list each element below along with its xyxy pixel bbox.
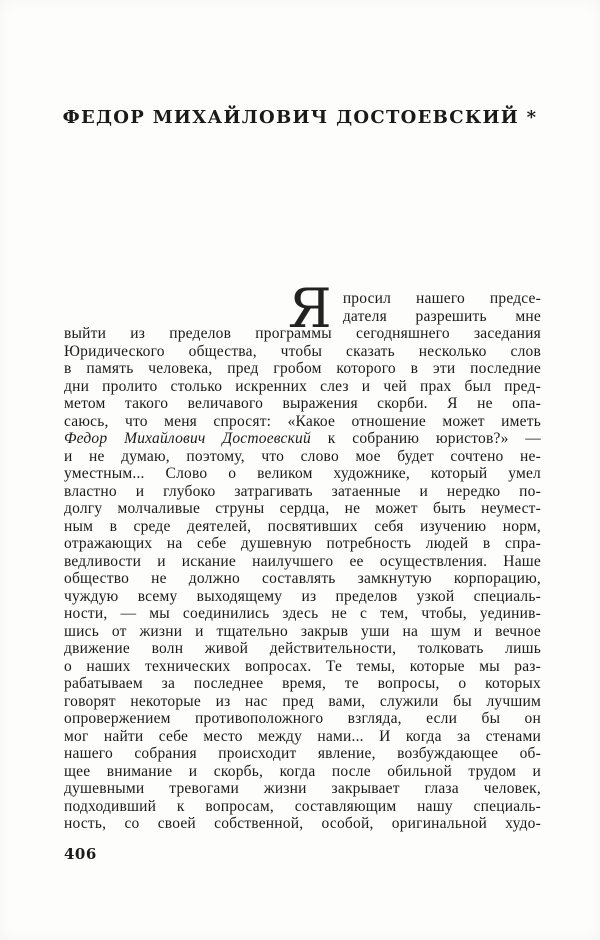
text-line: нашего собрания происходит явление, возбуждающее об- — [64, 745, 541, 762]
text-line: саюсь, что меня спросят: «Какое отношение может иметь — [64, 412, 541, 430]
text-line: опровержением противоположного взгляда, если бы он — [64, 710, 541, 727]
text-line: ведливости и искание наилучшего ее осуществления. Наше — [64, 552, 541, 570]
chapter-title: ФЕДОР МИХАЙЛОВИЧ ДОСТОЕВСКИЙ * — [62, 107, 538, 128]
page-number: 406 — [64, 845, 97, 863]
text-line: подходивший к вопросам, составляющим нашу специаль- — [64, 797, 541, 815]
text-span: к собранию юристов?» — — [310, 430, 542, 447]
text-line: чуждую всему выходящему из пределов узкой специаль- — [64, 587, 541, 605]
text-line: властно и глубоко затрагивать затаенные и нередко по- — [64, 482, 541, 500]
text-line: говорят некоторые из нас пред вами, служили бы лучшим — [64, 692, 541, 710]
opening-lines — [343, 290, 541, 325]
drop-cap-initial: Я — [288, 277, 332, 340]
body-text — [64, 277, 542, 833]
text-line: общество не должно составлять замкнутую корпорацию, — [64, 570, 541, 587]
text-line: метом такого величавого выражения скорби. Я не опа- — [64, 395, 541, 412]
text-line: отражающих на себе душевную потребность людей в спра- — [64, 535, 541, 552]
text-line: щее внимание и скорбь, когда после обильной трудом и — [64, 762, 541, 780]
text-line: ность, со своей собственной, особой, оригинальной худо- — [64, 815, 541, 832]
text-line: уместным... Слово о великом художнике, который умел — [64, 465, 541, 482]
text-line: дни пролито столько искренних слез и чей прах был пред- — [64, 377, 541, 395]
body-lines — [64, 325, 541, 833]
text-line: в память человека, пред гробом которого в эти последние — [64, 360, 541, 377]
text-line: рабатываем за последнее время, те вопросы, о которых — [64, 675, 541, 692]
text-line: душевными тревогами жизни закрывает глаза человек, — [64, 780, 541, 797]
text-line — [64, 430, 541, 448]
italic-name-span: Федор Михайлович Достоевский — [64, 430, 311, 447]
text-line: дателя разрешить мне — [342, 307, 541, 325]
opening-block — [288, 277, 541, 340]
text-line: ности, — мы соединились здесь не с тем, чтобы, уединив- — [64, 605, 541, 622]
text-line: выйти из пределов программы сегодняшнего заседания — [64, 325, 541, 342]
text-line: движение волн живой действительности, толковать лишь — [64, 640, 541, 657]
text-line: шись от жизни и тщательно закрыв уши на шум и вечное — [64, 622, 541, 640]
text-line: просил нашего предсе- — [342, 290, 541, 307]
text-line: и не думаю, поэтому, что слово мое будет сочтено не- — [64, 447, 541, 465]
text-line: Юридического общества, чтобы сказать несколько слов — [64, 342, 541, 360]
text-line: долгу молчаливые струны сердца, не может быть неумест- — [64, 500, 541, 517]
text-line: ным в среде деятелей, посвятивших себя изучению норм, — [64, 517, 541, 535]
text-line: мог найти себе место между нами... И когда за стенами — [64, 727, 541, 745]
text-line: о наших технических вопросах. Те темы, которые мы раз- — [64, 657, 541, 675]
